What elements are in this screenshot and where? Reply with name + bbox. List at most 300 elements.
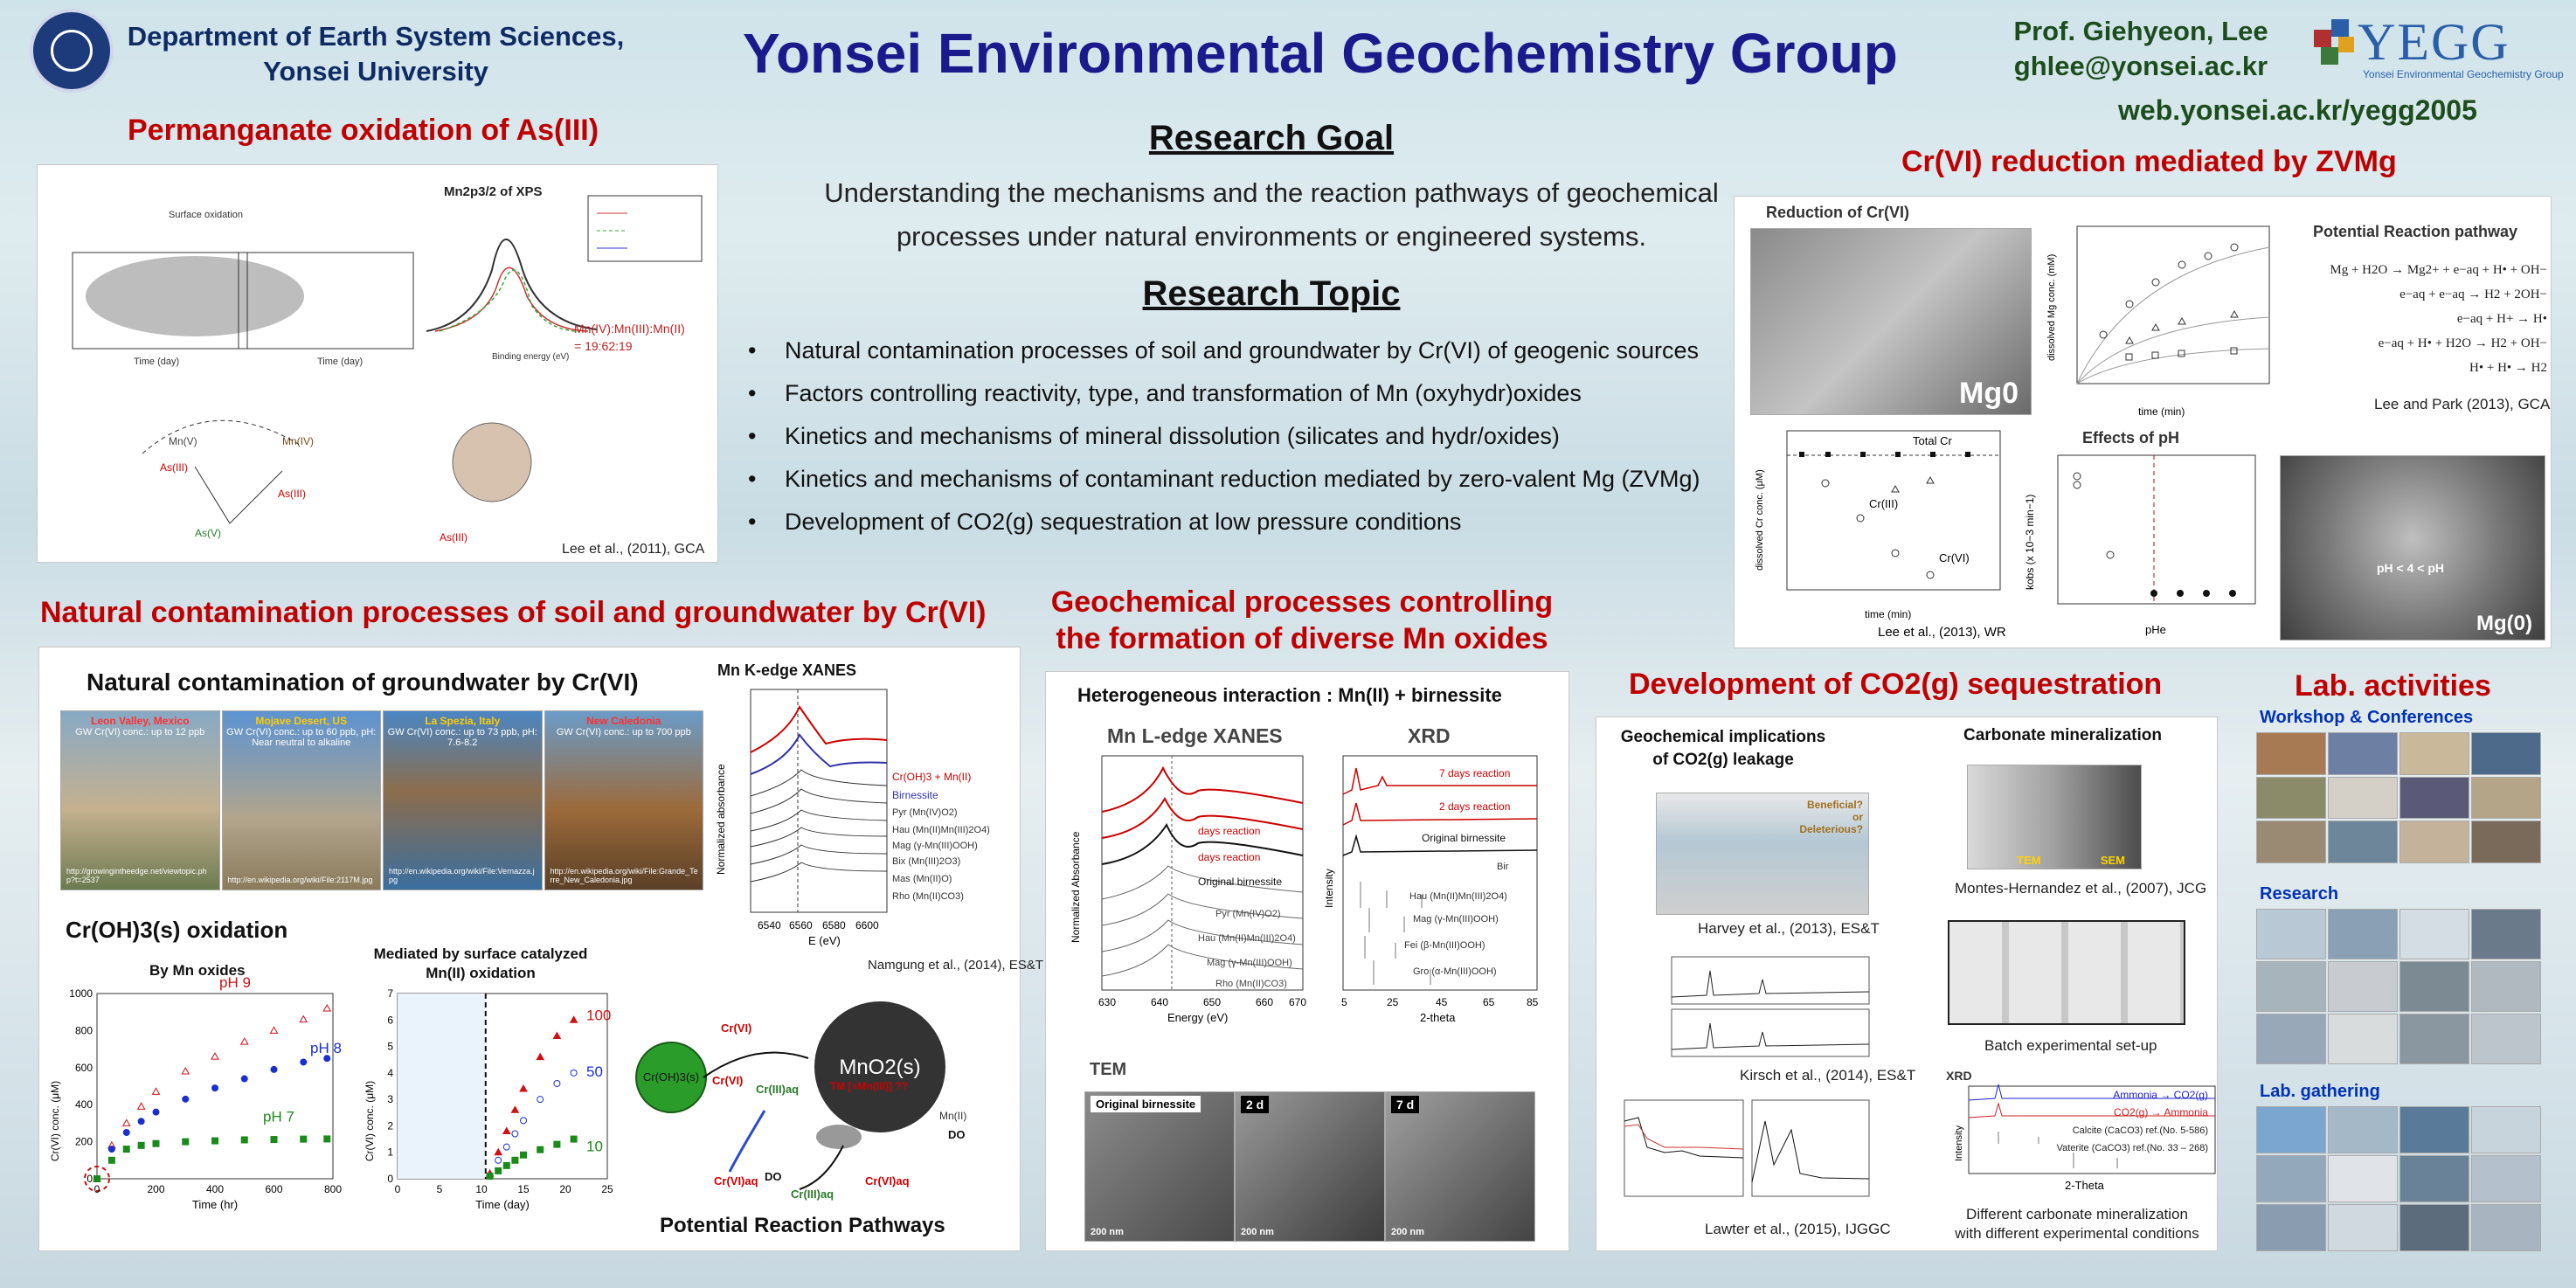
mg-sem-image: Mg0 xyxy=(1750,228,2032,415)
data-point xyxy=(503,1144,509,1150)
series-label: 100 xyxy=(586,1007,612,1024)
data-point xyxy=(138,1103,145,1109)
svg-text:Mn(V): Mn(V) xyxy=(169,435,197,447)
topic-item: • Kinetics and mechanisms of contaminant reduction mediated by zero-valent Mg (ZVMg) xyxy=(741,466,1737,493)
photo xyxy=(2256,909,2326,959)
kobs-chart xyxy=(2014,450,2276,642)
photo xyxy=(2399,909,2469,959)
tem-2d: 2 d 200 nm xyxy=(1235,1091,1385,1242)
svg-text:670: 670 xyxy=(1289,996,1307,1008)
svg-text:Hau (Mn(II)Mn(III)2O4): Hau (Mn(II)Mn(III)2O4) xyxy=(1409,891,1507,902)
topic-item: • Factors controlling reactivity, type, and transformation of Mn (oxyhydr)oxides xyxy=(741,380,1737,407)
svg-text:660: 660 xyxy=(1256,996,1274,1008)
svg-text:Cr(VI)aq: Cr(VI)aq xyxy=(865,1174,910,1188)
photo xyxy=(2399,732,2469,775)
svg-text:time (min): time (min) xyxy=(2138,405,2185,418)
professor-info xyxy=(1984,14,2298,84)
co2-caption-1: Harvey et al., (2013), ES&T xyxy=(1698,920,1880,937)
tem-sem-image: TEM SEM xyxy=(1967,765,2142,869)
svg-text:days reaction: days reaction xyxy=(1198,851,1261,863)
mn-oxides-panel xyxy=(1045,671,1569,1251)
photo-italy: La Spezia, Italy GW Cr(VI) conc.: up to 73 ppb, pH: 7.6-8.2 http://en.wikipedia.org/wiki/File:Vernazza.jpg xyxy=(383,710,543,890)
co2-caption-3: Kirsch et al., (2014), ES&T xyxy=(1740,1067,1916,1084)
university-seal xyxy=(30,9,114,93)
xps-title: Mn2p3/2 of XPS xyxy=(444,184,543,199)
svg-text:Original birnessite: Original birnessite xyxy=(1422,832,1506,844)
co2-title: Development of CO2(g) sequestration xyxy=(1629,668,2163,701)
photo-caledonia: New Caledonia GW Cr(VI) conc.: up to 700 ppb http://en.wikipedia.org/wiki/File:Grande_Terre_New_Caledonia.jpg xyxy=(544,710,704,890)
topic-item: • Kinetics and mechanisms of mineral dissolution (silicates and hydr/oxides) xyxy=(741,423,1737,450)
kirsch-xrd-chart xyxy=(1654,953,1873,1067)
research-photo-grid xyxy=(2256,909,2541,1064)
data-point xyxy=(153,1140,159,1146)
photo xyxy=(2328,1204,2398,1251)
svg-text:7 days reaction: 7 days reaction xyxy=(1439,767,1511,779)
svg-text:Mag (γ-Mn(III)OOH): Mag (γ-Mn(III)OOH) xyxy=(892,841,978,851)
implications-title: Geochemical implications of CO2(g) leakage xyxy=(1620,728,1826,769)
x-axis-label: Time (hr) xyxy=(191,1198,239,1211)
professor-email[interactable]: ghlee@yonsei.ac.kr xyxy=(2013,51,2268,81)
svg-text:85: 85 xyxy=(1527,996,1539,1008)
l-edge-xanes-chart xyxy=(1058,751,1317,1030)
carbonate-xrd-chart xyxy=(1942,1081,2215,1195)
x-tick-label: 600 xyxy=(265,1183,283,1195)
data-point xyxy=(495,1157,502,1163)
data-point xyxy=(511,1106,518,1112)
surface-oxidation-label: Surface oxidation xyxy=(169,210,243,220)
svg-text:Intensity: Intensity xyxy=(1323,869,1335,908)
series-label: 50 xyxy=(586,1063,603,1080)
x-tick-label: 20 xyxy=(559,1183,571,1195)
data-point xyxy=(300,1016,307,1022)
svg-text:Normalized Absorbance: Normalized Absorbance xyxy=(1070,831,1082,943)
zvmg-caption-1: Lee and Park (2013), GCA xyxy=(2374,396,2551,412)
svg-text:E (eV): E (eV) xyxy=(808,934,841,947)
pre-spike-region xyxy=(398,994,486,1179)
website-link[interactable]: web.yonsei.ac.kr/yegg2005 xyxy=(2118,94,2477,126)
svg-text:Fei (β-Mn(III)OOH): Fei (β-Mn(III)OOH) xyxy=(1404,940,1485,951)
gathering-label: Lab. gathering xyxy=(2260,1082,2380,1101)
svg-text:6600: 6600 xyxy=(855,919,879,931)
xrd-chart xyxy=(1317,751,1567,1030)
svg-text:Mas (Mn(II)O): Mas (Mn(II)O) xyxy=(892,874,952,884)
data-point xyxy=(241,1076,247,1082)
equation: e−aq + e−aq → H2 + 2OH− xyxy=(2399,287,2547,301)
svg-text:DO: DO xyxy=(948,1128,966,1141)
photo xyxy=(2328,1014,2398,1064)
data-point xyxy=(212,1138,218,1144)
data-point xyxy=(495,1149,502,1155)
data-point xyxy=(153,1109,159,1115)
x-tick-label: 5 xyxy=(436,1183,443,1195)
svg-text:Time (day): Time (day) xyxy=(134,357,180,367)
svg-text:Cr(VI): Cr(VI) xyxy=(712,1074,744,1087)
leakage-diagram: Beneficial? or Deleterious? xyxy=(1656,793,1869,915)
mn-k-edge-xanes-title: Mn K-edge XANES xyxy=(717,661,857,679)
y-tick-label: 800 xyxy=(74,1024,93,1037)
svg-text:CO2(g) → Ammonia: CO2(g) → Ammonia xyxy=(2113,1106,2208,1118)
series-label: pH 8 xyxy=(310,1040,342,1057)
data-point xyxy=(241,1137,247,1143)
photo xyxy=(2328,821,2398,863)
equation: e−aq + H• + H2O → H2 + OH− xyxy=(2378,336,2547,350)
svg-text:Lee et al., (2013), WR: Lee et al., (2013), WR xyxy=(1878,625,2006,640)
series-label: pH 9 xyxy=(219,973,251,991)
reduction-title: Reduction of Cr(VI) xyxy=(1766,204,1909,221)
photo xyxy=(2328,961,2398,1012)
svg-text:As(V): As(V) xyxy=(195,527,221,539)
co2-caption-5: Different carbonate mineralization with different experimental conditions xyxy=(1955,1206,2199,1242)
data-point xyxy=(94,1176,100,1182)
photo-strip xyxy=(60,710,703,890)
data-point xyxy=(271,1027,278,1033)
data-point xyxy=(537,1054,544,1060)
dissolved-mg-chart xyxy=(2042,221,2278,422)
mg-sphere-image: pH < 4 < pH Mg(0) xyxy=(2280,455,2545,641)
data-point xyxy=(503,1127,510,1133)
photo xyxy=(2471,777,2541,820)
svg-text:pHe: pHe xyxy=(2145,623,2166,636)
data-point xyxy=(324,1136,330,1142)
svg-text:Cr(VI)aq: Cr(VI)aq xyxy=(714,1174,758,1188)
logo-text: YEGG xyxy=(2358,13,2510,71)
svg-text:DO: DO xyxy=(765,1170,782,1183)
photo xyxy=(2471,1014,2541,1064)
data-point xyxy=(301,1059,307,1065)
photo xyxy=(2399,1155,2469,1202)
data-point xyxy=(553,1032,560,1038)
y-tick-label: 1 xyxy=(387,1146,393,1159)
y-tick-label: 200 xyxy=(74,1135,93,1148)
photo xyxy=(2328,777,2398,820)
workshop-photo-grid xyxy=(2256,732,2541,863)
photo xyxy=(2328,1155,2398,1202)
svg-text:Namgung et al., (2014), ES&T: Namgung et al., (2014), ES&T xyxy=(868,958,1043,973)
x-axis-label: Time (day) xyxy=(475,1198,530,1211)
svg-text:Hau (Mn(II)Mn(III)2O4): Hau (Mn(II)Mn(III)2O4) xyxy=(892,825,990,835)
data-point xyxy=(571,1016,578,1022)
svg-text:2-theta: 2-theta xyxy=(1420,1011,1456,1024)
co2-caption-2: Montes-Hernandez et al., (2007), JCG xyxy=(1955,880,2207,897)
svg-text:time (min): time (min) xyxy=(1865,608,1912,620)
workshop-label: Workshop & Conferences xyxy=(2260,708,2474,727)
y-tick-label: 0 xyxy=(87,1173,93,1185)
svg-text:Energy (eV): Energy (eV) xyxy=(1167,1011,1229,1024)
photo xyxy=(2256,1155,2326,1202)
data-point xyxy=(123,1130,129,1136)
data-point xyxy=(241,1038,248,1044)
x-tick-label: 200 xyxy=(147,1183,165,1195)
svg-text:2-Theta: 2-Theta xyxy=(2065,1179,2104,1192)
photo xyxy=(2328,732,2398,775)
croh3-oxidation-title: Cr(OH)3(s) oxidation xyxy=(66,917,288,943)
by-mn-oxides-chart xyxy=(48,973,363,1250)
svg-text:As(III): As(III) xyxy=(440,531,467,544)
x-tick-label: 25 xyxy=(601,1183,613,1195)
mn-k-edge-xanes-chart xyxy=(703,682,1043,980)
batch-caption: Batch experimental set-up xyxy=(1984,1037,2157,1054)
svg-text:Time (day): Time (day) xyxy=(317,357,364,367)
data-point xyxy=(123,1146,129,1153)
svg-text:640: 640 xyxy=(1151,996,1169,1008)
photo xyxy=(2399,1014,2469,1064)
potential-pathways-title: Potential Reaction Pathways xyxy=(660,1214,945,1237)
co2-panel xyxy=(1596,717,2218,1251)
effects-ph-title: Effects of pH xyxy=(2082,429,2180,447)
data-point xyxy=(211,1053,218,1059)
co2-xrd-title: XRD xyxy=(1946,1069,1972,1083)
data-point xyxy=(138,1118,144,1125)
photo xyxy=(2471,732,2541,775)
svg-text:Original birnessite: Original birnessite xyxy=(1198,876,1283,888)
goal-line-1: Understanding the mechanisms and the reaction pathways of geochemical xyxy=(824,177,1719,208)
photo xyxy=(2399,1204,2469,1251)
series-label: 10 xyxy=(586,1138,603,1155)
photo xyxy=(2399,1106,2469,1153)
svg-text:Cr(VI): Cr(VI) xyxy=(721,1021,752,1035)
svg-text:Gro (α-Mn(III)OOH): Gro (α-Mn(III)OOH) xyxy=(1413,966,1497,977)
svg-text:Pyr (Mn(IV)O2): Pyr (Mn(IV)O2) xyxy=(892,807,958,818)
xrd-title: XRD xyxy=(1408,724,1451,747)
photo xyxy=(2471,909,2541,959)
x-tick-label: 400 xyxy=(205,1183,225,1195)
data-point xyxy=(108,1157,114,1163)
mn-oxides-title-1: Geochemical processes controlling xyxy=(1050,585,1554,619)
photo xyxy=(2256,821,2326,863)
data-point xyxy=(153,1088,160,1094)
svg-text:65: 65 xyxy=(1483,996,1495,1008)
data-point xyxy=(487,1173,493,1179)
y-tick-label: 400 xyxy=(74,1098,93,1111)
data-point xyxy=(520,1085,527,1091)
permanganate-panel xyxy=(37,164,718,563)
svg-text:Intensity: Intensity xyxy=(1954,1125,1964,1161)
svg-text:Bir: Bir xyxy=(1497,862,1509,872)
permanganate-caption: Lee et al., (2011), GCA xyxy=(562,542,705,557)
x-tick-label: 15 xyxy=(517,1183,530,1195)
photo xyxy=(2328,1106,2398,1153)
data-point xyxy=(271,1066,277,1072)
y-tick-label: 0 xyxy=(387,1173,393,1185)
data-point xyxy=(271,1137,277,1143)
svg-text:Bix (Mn(III)2O3): Bix (Mn(III)2O3) xyxy=(892,856,961,867)
photo xyxy=(2399,821,2469,863)
poster-title: Yonsei Environmental Geochemistry Group xyxy=(743,22,1898,85)
svg-text:2 days reaction: 2 days reaction xyxy=(1439,800,1511,813)
data-point xyxy=(123,1119,130,1125)
data-point xyxy=(521,1118,527,1124)
svg-text:Ammonia → CO2(g): Ammonia → CO2(g) xyxy=(2113,1089,2208,1101)
svg-text:Cr(III)aq: Cr(III)aq xyxy=(756,1083,800,1096)
data-point xyxy=(212,1085,218,1091)
photo xyxy=(2256,961,2326,1012)
data-point xyxy=(537,1146,544,1153)
research-topic-heading: Research Topic xyxy=(1142,274,1401,313)
svg-text:Pyr (Mn(IV)O2): Pyr (Mn(IV)O2) xyxy=(1215,909,1281,919)
photo-mexico: Leon Valley, Mexico GW Cr(VI) conc.: up to 12 ppb http://growingintheedge.net/viewtopic.php?t=2537 xyxy=(60,710,220,890)
equations-list xyxy=(2302,258,2547,380)
equation: Mg + H2O → Mg2+ + e−aq + H• + OH− xyxy=(2330,263,2547,277)
photo-mojave: Mojave Desert, US GW Cr(VI) conc.: up to 60 ppb, pH: Near neutral to alkaline http://en.wikipedia.org/wiki/File:2117M.jpg xyxy=(222,710,382,890)
data-point xyxy=(554,1141,560,1147)
yegg-logo xyxy=(2314,12,2564,91)
x-tick-label: 0 xyxy=(394,1183,401,1195)
dept-line-2: Yonsei University xyxy=(263,56,488,87)
svg-text:MnO2(s): MnO2(s) xyxy=(839,1056,921,1079)
svg-text:Cr(III)aq: Cr(III)aq xyxy=(791,1188,834,1201)
zvmg-title: Cr(VI) reduction mediated by ZVMg xyxy=(1901,145,2397,178)
y-tick-label: 600 xyxy=(74,1061,93,1074)
svg-text:days reaction: days reaction xyxy=(1198,825,1261,837)
crvi-natural-title: Natural contamination processes of soil and groundwater by Cr(VI) xyxy=(40,596,987,629)
data-point xyxy=(138,1142,144,1148)
svg-text:45: 45 xyxy=(1436,996,1448,1008)
pathway-title: Potential Reaction pathway xyxy=(2313,223,2518,240)
mediated-title: Mediated by surface catalyzed Mn(II) oxidation xyxy=(373,945,588,981)
photo xyxy=(2399,961,2469,1012)
svg-text:As(III): As(III) xyxy=(278,488,306,500)
svg-text:Cr(VI): Cr(VI) xyxy=(1939,551,1970,564)
research-goal-heading: Research Goal xyxy=(1148,119,1395,157)
co2-caption-4: Lawter et al., (2015), IJGGC xyxy=(1705,1221,1891,1237)
permanganate-title: Permanganate oxidation of As(III) xyxy=(128,114,599,147)
svg-text:Cr(III): Cr(III) xyxy=(1869,497,1899,510)
by-mn-oxides-title: By Mn oxides xyxy=(149,962,246,979)
data-point xyxy=(512,1157,518,1163)
svg-text:650: 650 xyxy=(1203,996,1222,1008)
svg-text:kobs (x 10−3 min−1): kobs (x 10−3 min−1) xyxy=(2024,494,2036,590)
svg-text:Cr(OH)3 + Mn(II): Cr(OH)3 + Mn(II) xyxy=(892,771,972,783)
y-tick-label: 2 xyxy=(387,1119,393,1132)
svg-text:dissolved Cr conc. (μM): dissolved Cr conc. (μM) xyxy=(1755,469,1765,571)
research-topic-list xyxy=(741,337,1737,551)
tem-title: TEM xyxy=(1090,1060,1127,1079)
crvi-natural-subtitle: Natural contamination of groundwater by Cr(VI) xyxy=(87,668,639,696)
l-edge-xanes-title: Mn L-edge XANES xyxy=(1107,724,1283,747)
batch-setup-image xyxy=(1948,920,2185,1025)
svg-text:6540: 6540 xyxy=(758,919,781,931)
photo xyxy=(2399,777,2469,820)
svg-text:Mag (γ-Mn(III)OOH): Mag (γ-Mn(III)OOH) xyxy=(1207,958,1292,968)
equation: H• + H• → H2 xyxy=(2469,361,2547,375)
lab-title: Lab. activities xyxy=(2295,669,2491,703)
photo xyxy=(2256,732,2326,775)
data-point xyxy=(183,1139,189,1145)
data-point xyxy=(554,1080,560,1086)
svg-text:Vaterite (CaCO3) ref.(No. 33 –: Vaterite (CaCO3) ref.(No. 33 – 268) xyxy=(2056,1143,2208,1153)
y-tick-label: 7 xyxy=(387,987,393,1000)
svg-text:Normalized absorbance: Normalized absorbance xyxy=(715,764,727,875)
carbonate-title: Carbonate mineralization xyxy=(1963,726,2162,744)
data-point xyxy=(571,1070,577,1076)
y-tick-label: 1000 xyxy=(69,987,93,1000)
photo xyxy=(2256,1204,2326,1251)
data-point xyxy=(503,1162,509,1168)
svg-text:TM [≡Mn(III)] ??: TM [≡Mn(III)] ?? xyxy=(830,1080,908,1092)
data-point xyxy=(495,1167,502,1174)
mn-oxides-title-2: the formation of diverse Mn oxides xyxy=(1056,622,1548,655)
mediated-oxidation-chart xyxy=(363,980,634,1250)
photo xyxy=(2256,1014,2326,1064)
y-tick-label: 6 xyxy=(387,1014,393,1027)
photo xyxy=(2471,1106,2541,1153)
lawter-chart xyxy=(1612,1095,1874,1217)
data-point xyxy=(512,1131,518,1137)
data-point xyxy=(301,1136,307,1142)
heterogeneous-subtitle: Heterogeneous interaction : Mn(II) + birnessite xyxy=(1077,684,1502,706)
svg-text:6580: 6580 xyxy=(822,919,846,931)
reaction-pathway-diagram xyxy=(634,980,1018,1242)
photo xyxy=(2471,821,2541,863)
svg-text:Birnessite: Birnessite xyxy=(892,789,938,801)
svg-text:Total Cr: Total Cr xyxy=(1913,434,1952,447)
photo xyxy=(2471,1204,2541,1251)
y-tick-label: 4 xyxy=(387,1066,393,1079)
svg-text:25: 25 xyxy=(1387,996,1399,1008)
mn-oxides-title xyxy=(1031,584,1573,657)
y-tick-label: 3 xyxy=(387,1093,393,1106)
data-point xyxy=(323,1005,330,1011)
xps-ratio-value: = 19:62:19 xyxy=(574,339,633,353)
x-tick-label: 10 xyxy=(475,1183,488,1195)
xps-ratio-label: Mn(IV):Mn(III):Mn(II) xyxy=(574,322,685,336)
svg-text:5: 5 xyxy=(1341,996,1347,1008)
data-point xyxy=(183,1096,189,1102)
y-axis-label: Cr(VI) conc. (μM) xyxy=(364,1080,376,1162)
svg-text:As(III): As(III) xyxy=(160,461,188,474)
equation: e−aq + H+ → H• xyxy=(2456,312,2547,326)
data-point xyxy=(108,1146,114,1153)
data-point xyxy=(571,1136,577,1142)
svg-text:Binding energy (eV): Binding energy (eV) xyxy=(492,352,570,362)
logo-subtitle: Yonsei Environmental Geochemistry Group xyxy=(2363,68,2564,80)
topic-item: • Natural contamination processes of soil and groundwater by Cr(VI) of geogenic sources xyxy=(741,337,1737,364)
photo xyxy=(2256,777,2326,820)
tem-original: Original birnessite 200 nm xyxy=(1084,1091,1235,1242)
y-axis-label: Cr(VI) conc. (μM) xyxy=(49,1080,61,1162)
department-name xyxy=(122,19,629,89)
research-label: Research xyxy=(2260,884,2339,904)
svg-text:Mag (γ-Mn(III)OOH): Mag (γ-Mn(III)OOH) xyxy=(1413,914,1499,924)
data-point xyxy=(521,1152,527,1158)
svg-text:Mn(IV): Mn(IV) xyxy=(282,435,314,447)
svg-text:Cr(OH)3(s): Cr(OH)3(s) xyxy=(642,1070,700,1084)
zvmg-panel xyxy=(1734,196,2552,648)
permanganate-figure xyxy=(38,165,719,564)
svg-text:Rho (Mn(II)CO3): Rho (Mn(II)CO3) xyxy=(892,891,964,902)
svg-text:Calcite (CaCO3) ref.(No. 5-586: Calcite (CaCO3) ref.(No. 5-586) xyxy=(2072,1125,2208,1136)
photo xyxy=(2328,909,2398,959)
data-point xyxy=(182,1068,189,1074)
photo xyxy=(2471,961,2541,1012)
x-tick-label: 0 xyxy=(93,1183,100,1195)
gathering-photo-grid xyxy=(2256,1106,2541,1251)
data-point xyxy=(537,1097,544,1103)
dissolved-cr-chart xyxy=(1747,422,2009,641)
svg-text:630: 630 xyxy=(1098,996,1117,1008)
svg-text:dissolved Mg conc. (mM): dissolved Mg conc. (mM) xyxy=(2046,253,2057,361)
tem-7d: 7 d 200 nm xyxy=(1385,1091,1535,1242)
svg-text:6560: 6560 xyxy=(789,919,813,931)
y-tick-label: 5 xyxy=(387,1040,393,1053)
crvi-natural-panel xyxy=(38,647,1043,1251)
photo xyxy=(2256,1106,2326,1153)
photo xyxy=(2471,1155,2541,1202)
goal-line-2: processes under natural environments or engineered systems. xyxy=(896,221,1647,252)
research-goal-text xyxy=(743,171,1800,259)
series-label: pH 7 xyxy=(263,1108,294,1125)
topic-item: • Development of CO2(g) sequestration at low pressure conditions xyxy=(741,509,1737,536)
